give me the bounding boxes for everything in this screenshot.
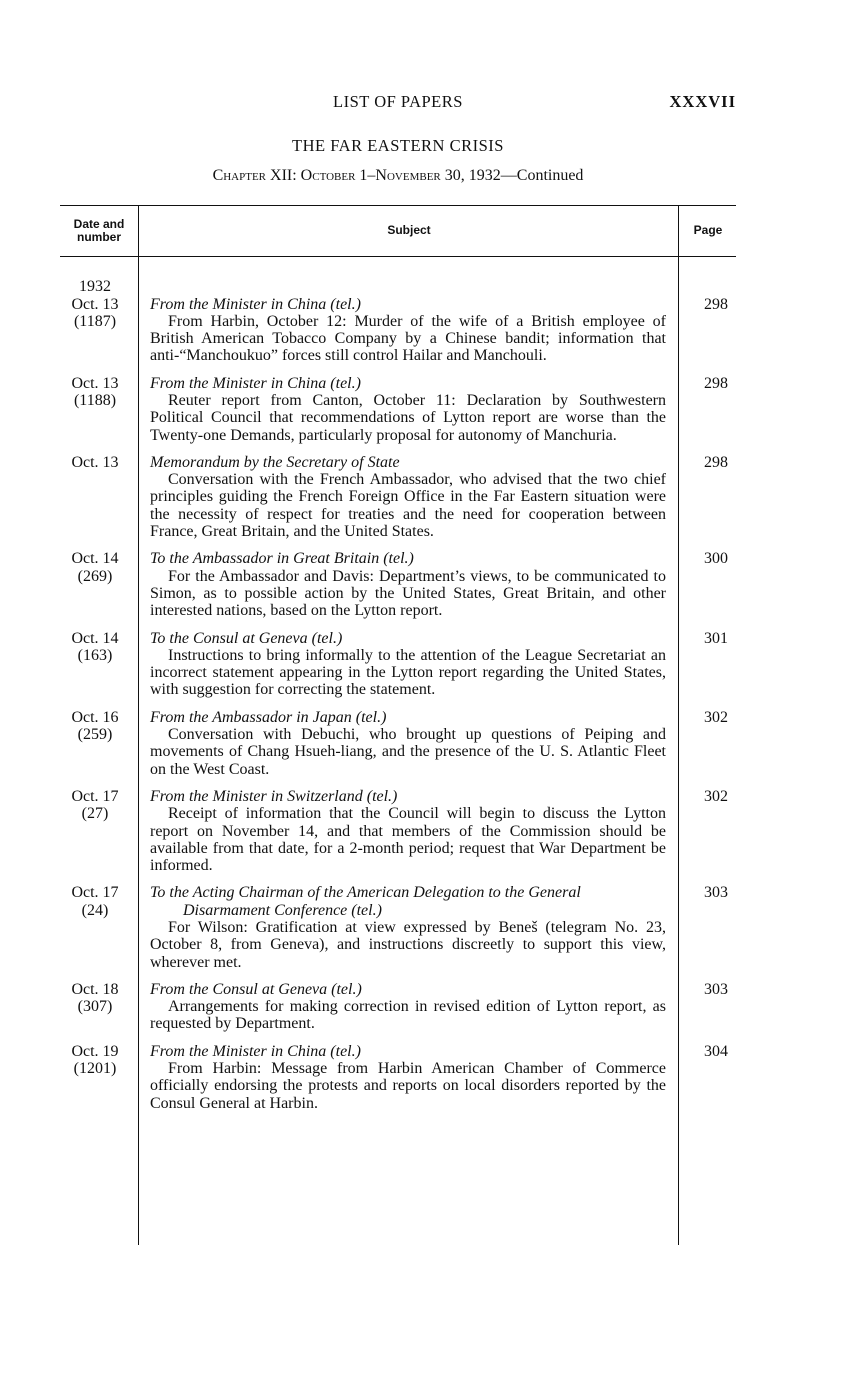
entry-subject [150,981,666,1033]
entry-number: (1188) [73,392,117,410]
entry-number: (1187) [73,313,117,330]
column-header-page: Page [693,223,723,237]
entry-date-text: Oct. 17 [71,884,119,902]
table-header-rule [60,256,736,257]
chapter-suffix: —Continued [500,167,584,184]
entry-body: From Harbin, October 12: Murder of the wife of a British employee of British American Tobacco Company by a Chinese bandit; information that anti-“Manchoukuo” forces still control Hailar and Manchouli. [150,312,666,365]
entry-page: 298 [704,374,728,392]
chapter-dates: October 1–November 30, 1932 [300,167,501,184]
entry-date [60,884,130,919]
entry-date [60,375,130,410]
entry-number: (307) [77,998,113,1016]
entry-date-text: Oct. 13 [71,295,119,313]
chapter-title [60,167,736,185]
entry-heading: To the Consul at Geneva (tel.) [150,629,343,647]
entry-heading: From the Minister in China (tel.) [150,374,361,392]
running-title: LIST OF PAPERS [333,92,463,111]
table-body [60,278,736,1122]
entry-number: (1201) [73,1060,117,1078]
entry-page: 302 [704,787,728,805]
entry-date-text: Oct. 13 [71,374,119,392]
entry-date-text: Oct. 19 [71,1042,119,1060]
entry-date-text: Oct. 16 [71,708,119,726]
table-row [60,630,736,699]
table-row [60,278,736,365]
entry-date [60,1043,130,1078]
entry-date [60,788,130,823]
entry-date-text: Oct. 14 [71,550,119,568]
entry-body: Instructions to bring informally to the attention of the League Secretariat an incorrect statement appearing in the Lytton report regarding the United States, with suggestion for correcting the statement. [150,646,666,699]
entry-subject [150,375,666,444]
entry-number: (269) [77,567,113,585]
entry-date-text: Oct. 17 [71,787,119,805]
column-header-date: Date and number [73,216,125,244]
entry-date-text: Oct. 13 [71,453,119,471]
entry-page: 300 [704,550,728,568]
entry-subject [150,278,666,365]
table-row [60,981,736,1033]
entry-heading: From the Minister in China (tel.) [150,1042,361,1060]
entry-number: (24) [81,901,109,919]
section-title: THE FAR EASTERN CRISIS [292,136,504,155]
table-row [60,1043,736,1112]
entry-page: 303 [704,884,728,902]
column-header-subject: Subject [387,223,431,237]
entry-body: For the Ambassador and Davis: Department’s views, to be communicated to Simon, as to possible action by the United States, Great Britain, and other interested nations, based on the Lytton report. [150,567,666,620]
entry-heading: From the Minister in China (tel.) [150,295,361,313]
table-row [60,788,736,874]
entry-heading: To the Acting Chairman of the American Delegation to the General Disarmament Conference (tel.) [150,884,581,919]
entry-body: From Harbin: Message from Harbin American Chamber of Commerce officially endorsing the protests and reports on local disorders reported by the Consul General at Harbin. [150,1060,666,1112]
entry-body: Conversation with the French Ambassador, who advised that the two chief principles guiding the French Foreign Office in the Far Eastern situation were the necessity of respect for treaties and the need for cooperation between France, Great Britain, and the United States. [150,471,666,541]
table-row [60,375,736,444]
table-row [60,709,736,778]
entry-subject [150,884,666,970]
entry-number: (259) [77,726,113,744]
entry-subject [150,630,666,699]
entry-page: 303 [704,980,728,998]
entry-date [60,709,130,744]
table-row [60,550,736,619]
entry-body: For Wilson: Gratification at view expressed by Beneš (telegram No. 23, October 8, from Geneva), and instructions discreetly to support this view, wherever met. [150,919,666,971]
entry-heading: From the Minister in Switzerland (tel.) [150,787,398,805]
entry-date [60,981,130,1016]
entry-subject [150,709,666,778]
entry-year: 1932 [79,278,111,295]
entry-subject [150,550,666,619]
entry-heading: From the Ambassador in Japan (tel.) [150,708,387,726]
entry-heading: Memorandum by the Secretary of State [150,453,400,471]
entry-date-text: Oct. 18 [71,980,119,998]
entry-date [60,454,130,472]
table-row [60,884,736,970]
entry-date [60,550,130,585]
running-head [60,92,736,114]
entry-heading: From the Consul at Geneva (tel.) [150,980,362,998]
entry-date [60,278,130,331]
entry-body: Conversation with Debuchi, who brought up questions of Peiping and movements of Chang Hsueh-liang, and the presence of the U. S. Atlantic Fleet on the West Coast. [150,726,666,778]
entry-heading: To the Ambassador in Great Britain (tel.) [150,550,414,568]
entry-subject [150,1043,666,1112]
entry-body: Receipt of information that the Council will begin to discuss the Lytton report on November 14, and that members of the Commission should be available from that date, for a 2-month period; request that War Department be informed. [150,805,666,875]
entry-body: Arrangements for making correction in revised edition of Lytton report, as requested by Department. [150,998,666,1033]
entry-page: 302 [704,708,728,726]
table-row [60,454,736,540]
entry-date-text: Oct. 14 [71,629,119,647]
chapter-prefix: Chapter XII: [212,167,297,184]
entry-number: (163) [77,647,113,665]
entry-subject [150,788,666,874]
entry-number: (27) [81,805,109,823]
entry-page: 301 [704,629,728,647]
page-number: XXXVII [669,92,736,111]
entry-page: 298 [704,453,728,471]
entry-subject [150,454,666,540]
entry-page: 304 [704,1042,728,1060]
entry-date [60,630,130,665]
entry-body: Reuter report from Canton, October 11: Declaration by Southwestern Political Council that recommendations of Lytton report are worse than the Twenty-one Demands, particularly proposal for autonomy of Manchuria. [150,391,666,444]
entry-page: 298 [704,295,728,313]
